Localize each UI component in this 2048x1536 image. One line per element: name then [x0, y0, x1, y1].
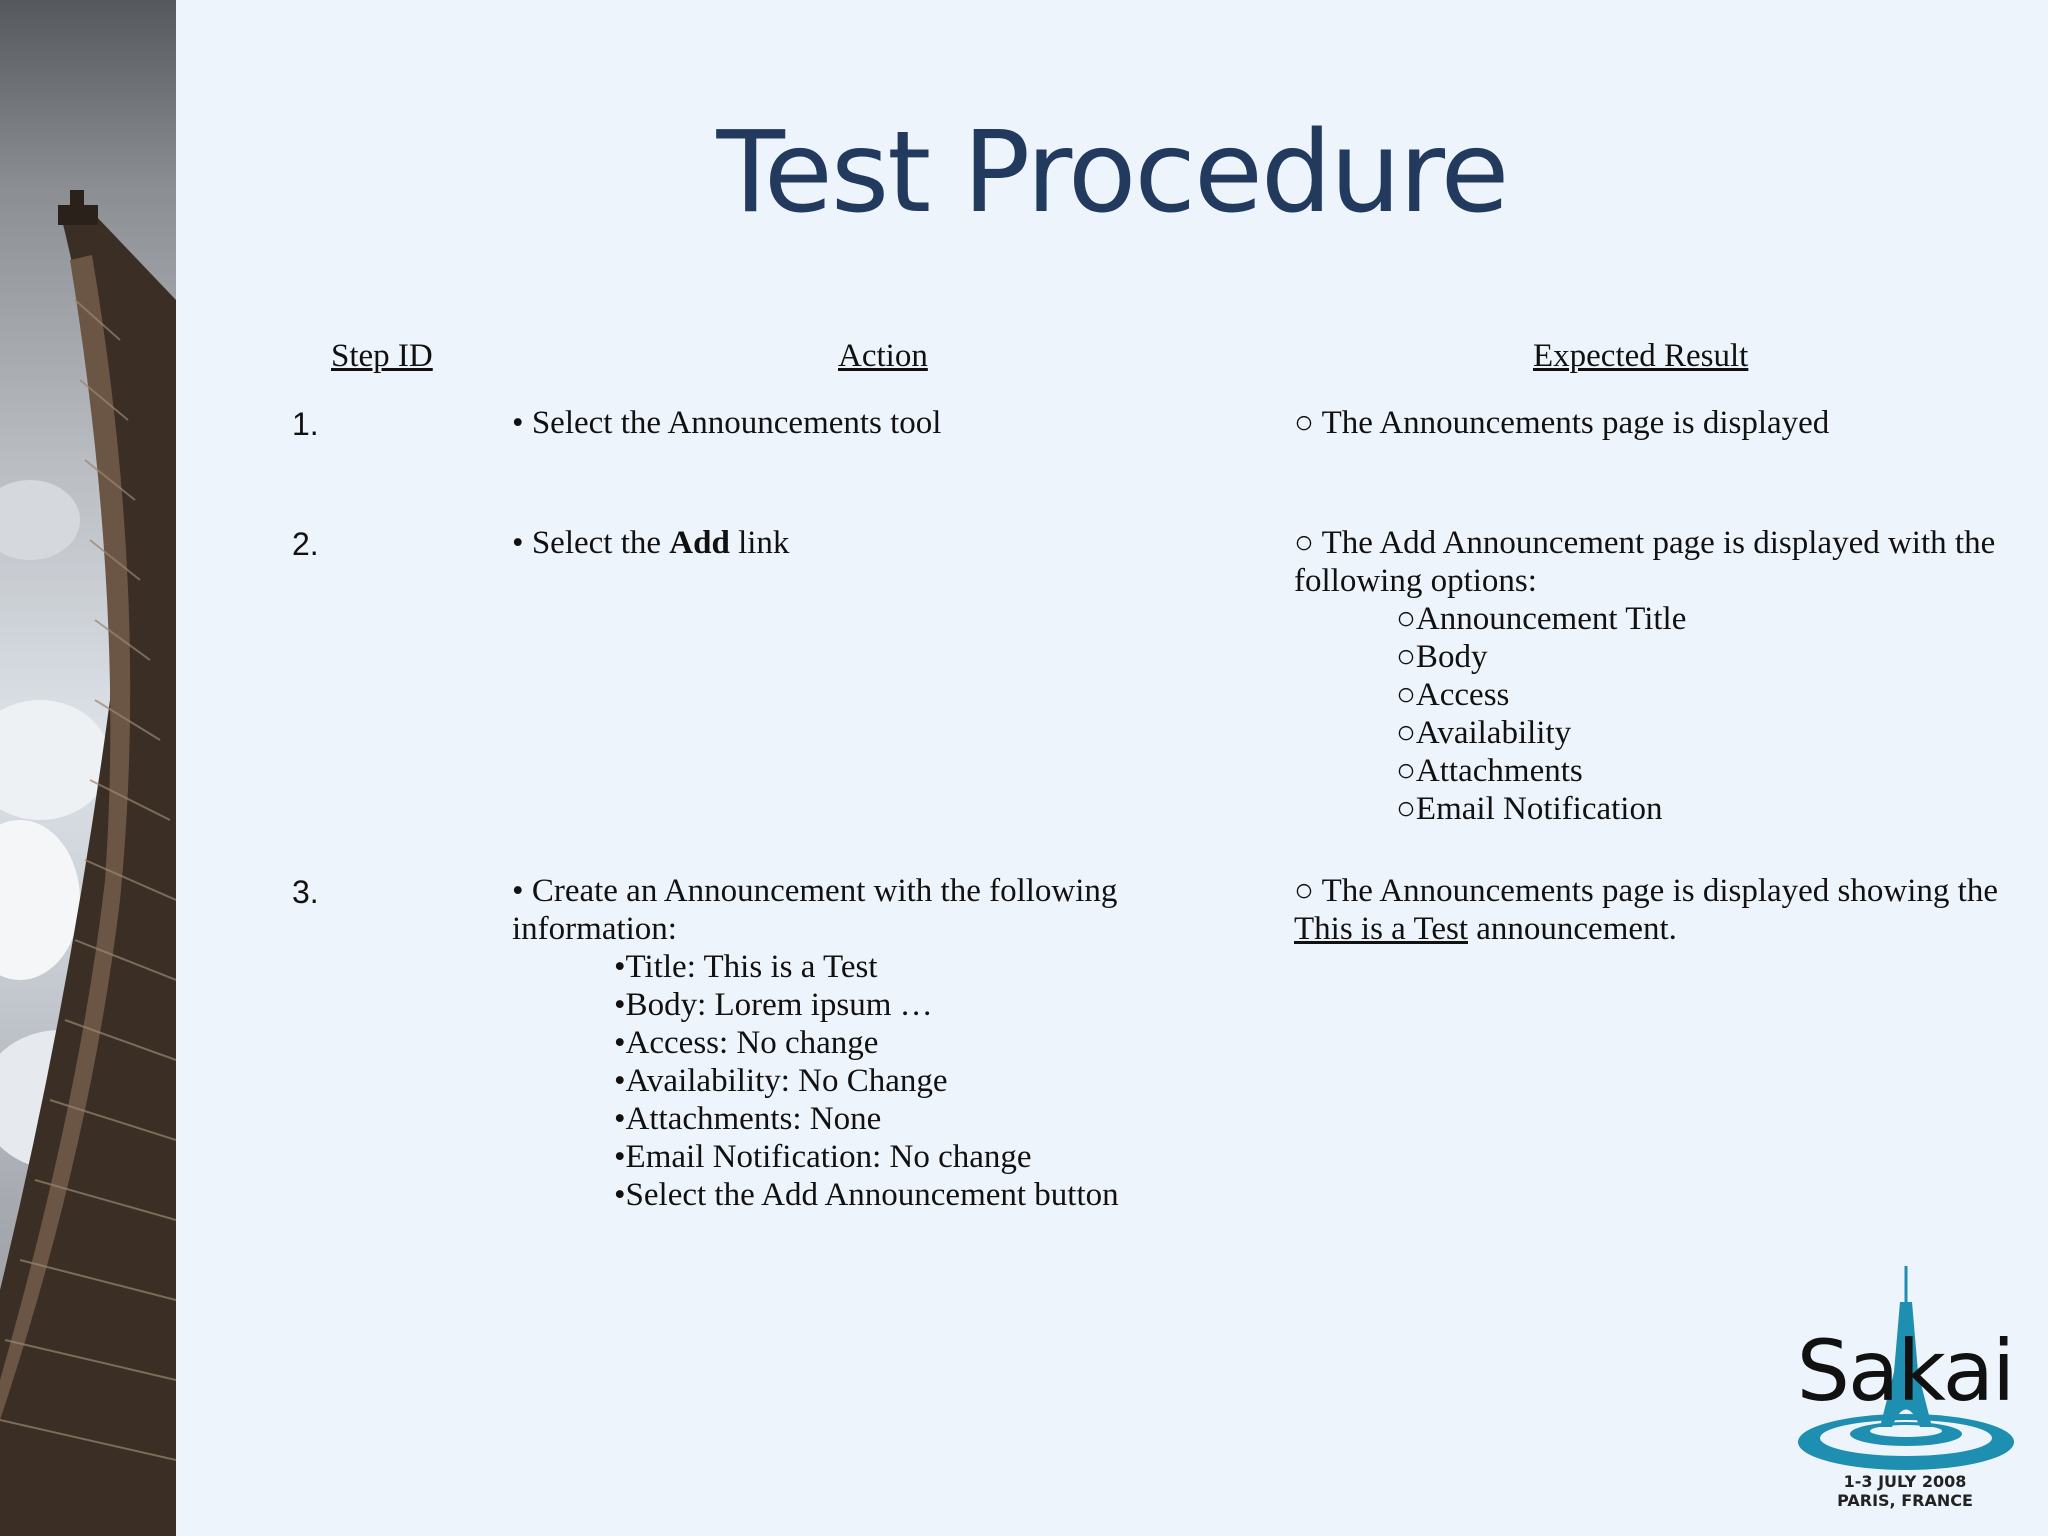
step-3-items-list	[512, 948, 1172, 1214]
step-1-expected	[1294, 404, 2004, 442]
bullet-icon: •	[512, 525, 524, 561]
step-id-1: 1.	[292, 406, 319, 442]
hollow-bullet-icon: ○	[1294, 525, 1314, 561]
step-2-options-list	[1294, 600, 2004, 828]
step-3-expected	[1294, 872, 2004, 948]
list-item: ○Attachments	[1396, 753, 1583, 789]
list-item: •Attachments: None	[614, 1101, 882, 1137]
step-3-expected-suffix: announcement.	[1476, 911, 1677, 947]
step-3-expected-prefix: The Announcements page is displayed showing the	[1321, 873, 1998, 909]
logo-event-info	[1780, 1472, 2030, 1510]
sakai-logo	[1780, 1262, 2030, 1512]
hollow-bullet-icon: ○	[1294, 873, 1314, 909]
list-item: •Email Notification: No change	[614, 1139, 1032, 1175]
step-id-2: 2.	[292, 526, 319, 562]
step-2-action-suffix: link	[738, 525, 790, 561]
tower-graphic	[0, 0, 176, 1536]
step-1-action-text: Select the Announcements tool	[531, 405, 942, 441]
logo-place-line: PARIS, FRANCE	[1837, 1491, 1973, 1510]
list-item: •Availability: No Change	[614, 1063, 948, 1099]
hollow-bullet-icon: ○	[1294, 405, 1314, 441]
step-3-expected-link-text: This is a Test	[1294, 911, 1468, 947]
step-2-action	[512, 524, 1172, 562]
logo-wordmark: Sakai	[1796, 1322, 2014, 1420]
list-item: •Title: This is a Test	[614, 949, 878, 985]
list-item: •Select the Add Announcement button	[614, 1177, 1119, 1213]
step-2-action-bold: Add	[669, 525, 730, 561]
step-id-3: 3.	[292, 874, 319, 910]
list-item: •Body: Lorem ipsum …	[614, 987, 933, 1023]
list-item: ○Email Notification	[1396, 791, 1663, 827]
bullet-icon: •	[512, 873, 524, 909]
slide-title: Test Procedure	[716, 108, 1508, 238]
step-1-expected-text: The Announcements page is displayed	[1321, 405, 1830, 441]
step-3-action-text: Create an Announcement with the following information:	[512, 873, 1118, 947]
action-header: Action	[838, 338, 928, 374]
expected-result-header: Expected Result	[1533, 338, 1749, 374]
step-id-header: Step ID	[331, 338, 433, 374]
step-1-action	[512, 404, 1172, 442]
step-2-expected	[1294, 524, 2004, 828]
list-item: ○Body	[1396, 639, 1488, 675]
bullet-icon: •	[512, 405, 524, 441]
eiffel-tower-photo	[0, 0, 176, 1536]
list-item: ○Access	[1396, 677, 1510, 713]
list-item: ○Availability	[1396, 715, 1572, 751]
step-2-action-prefix: Select the	[531, 525, 662, 561]
step-2-expected-text: The Add Announcement page is displayed with the following options:	[1294, 525, 1996, 599]
list-item: ○Announcement Title	[1396, 601, 1687, 637]
list-item: •Access: No change	[614, 1025, 879, 1061]
step-3-action	[512, 872, 1172, 1214]
logo-date-line: 1-3 JULY 2008	[1843, 1472, 1967, 1491]
